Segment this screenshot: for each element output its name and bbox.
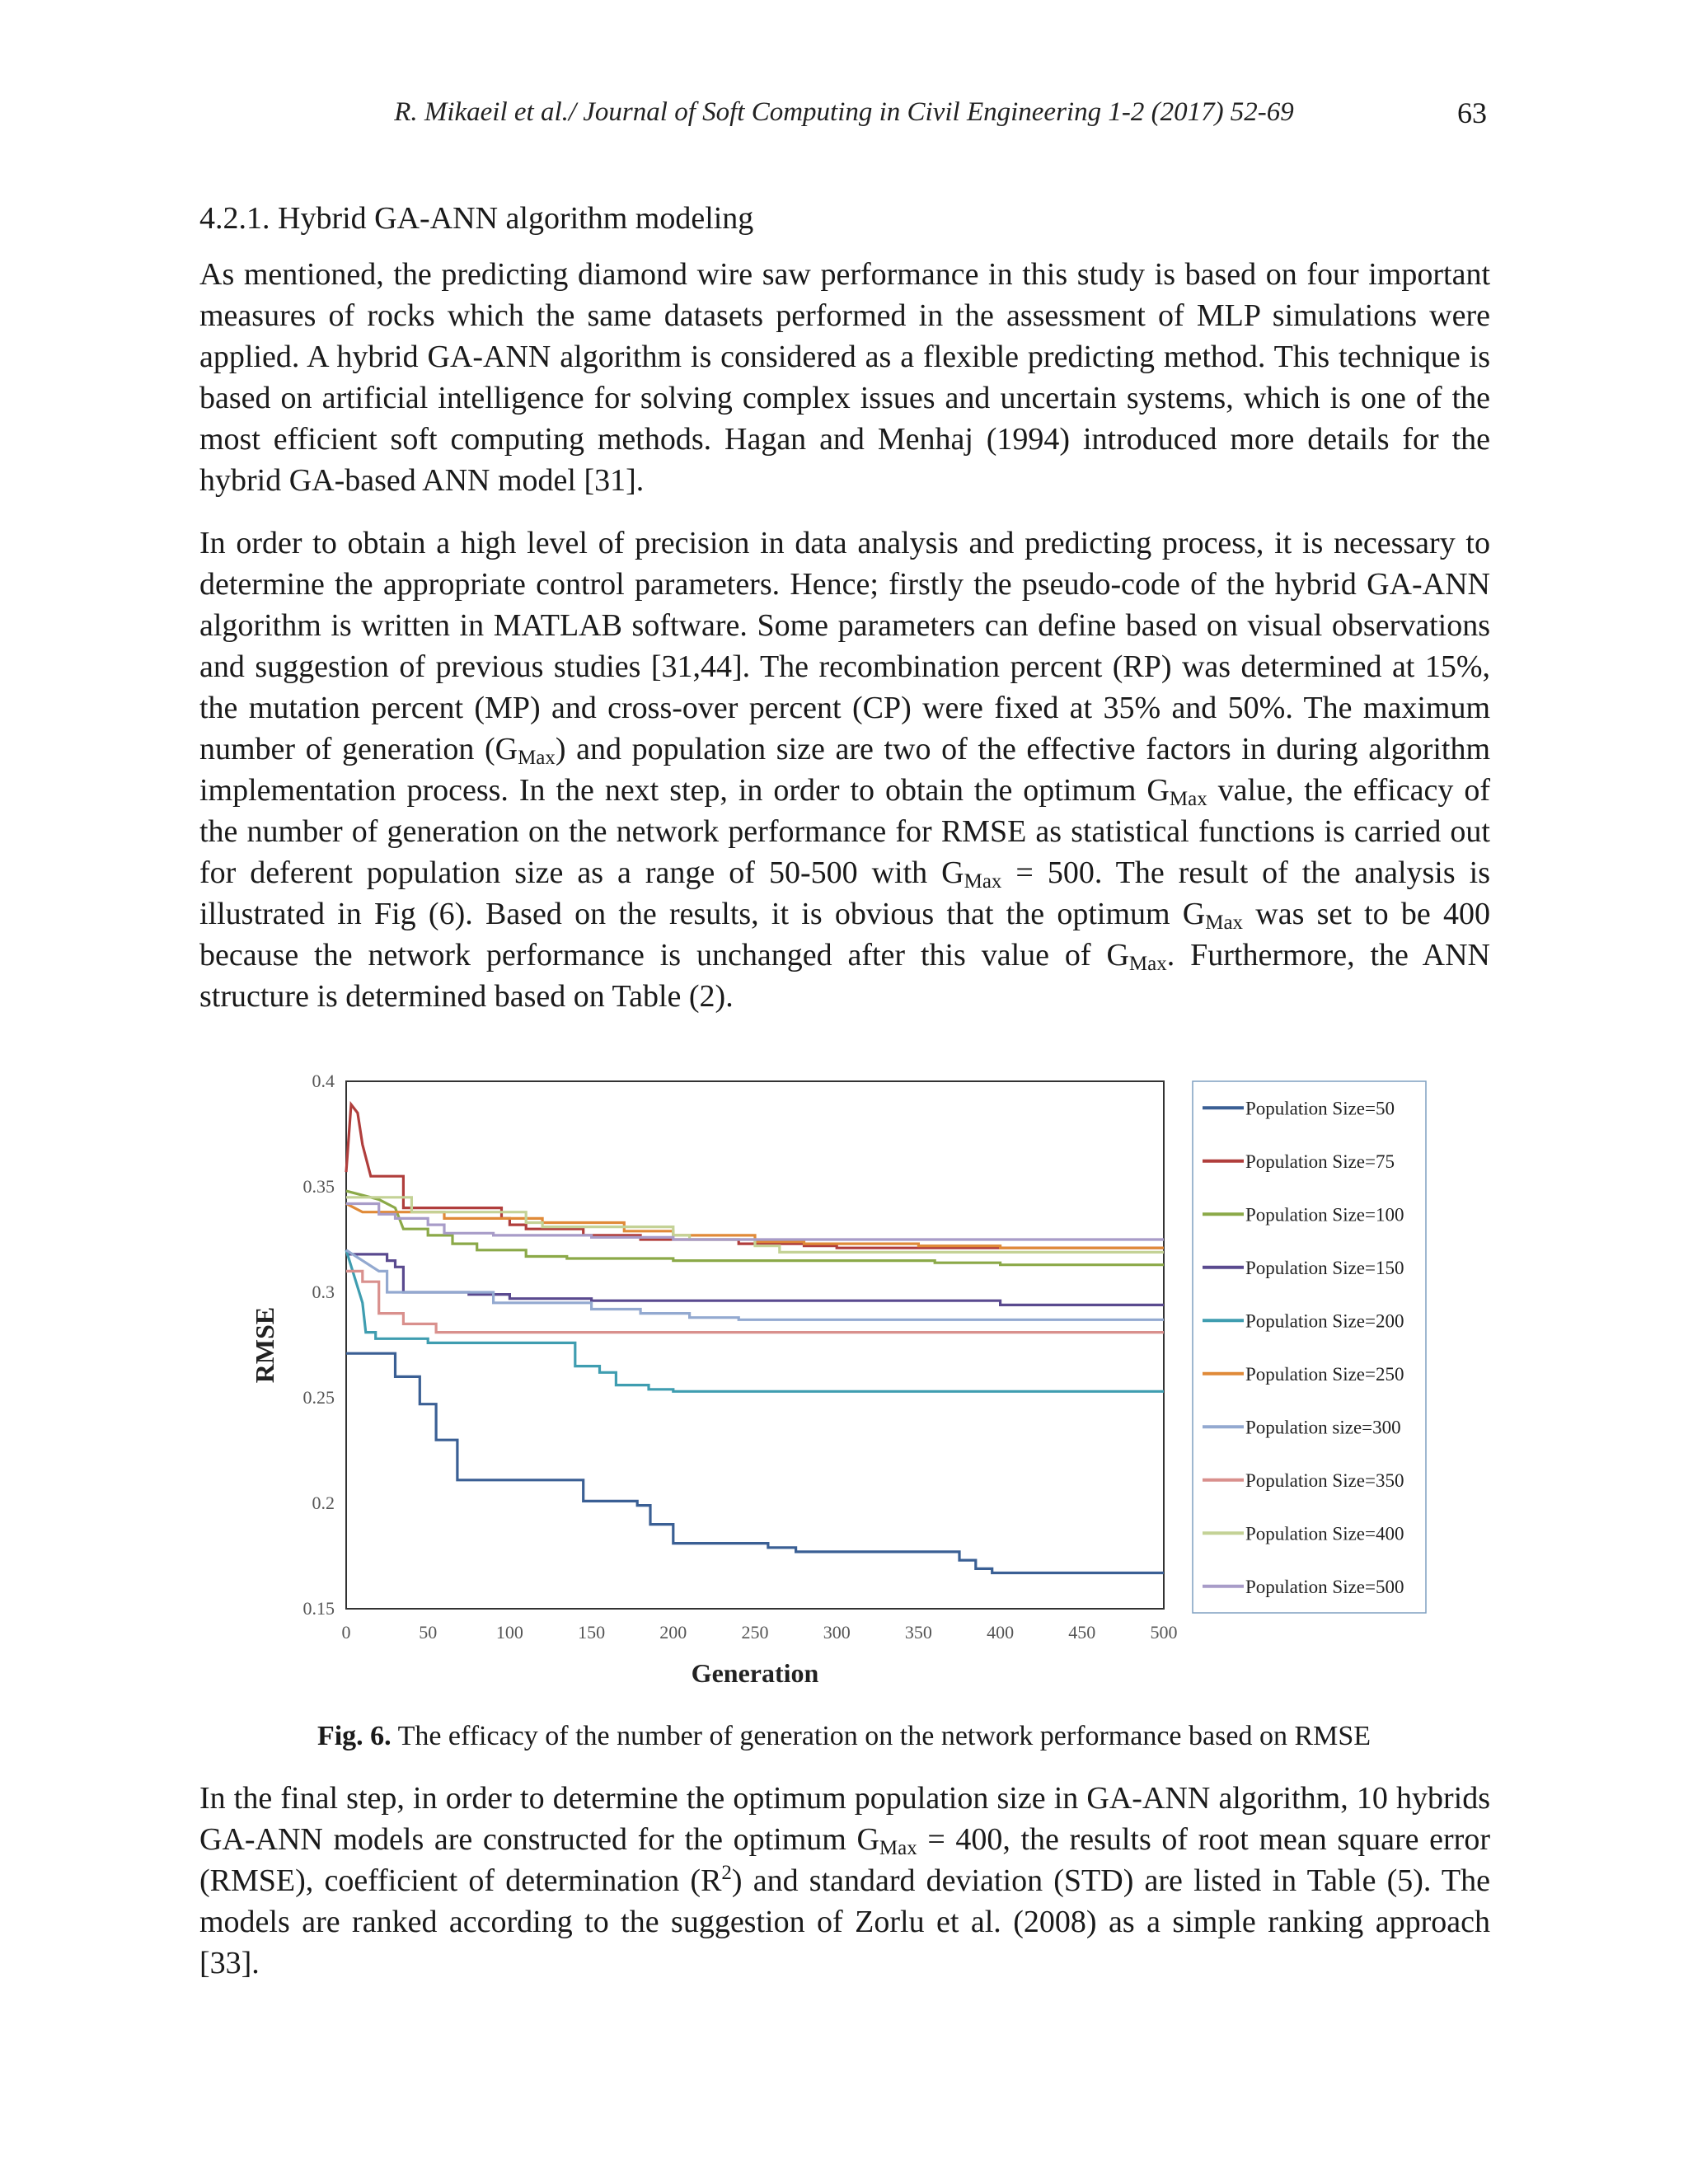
gmax-subscript: Max xyxy=(964,870,1002,893)
caption-text: The efficacy of the number of generation on the network performance based on RMSE xyxy=(391,1721,1372,1751)
x-tick-label: 0 xyxy=(341,1622,351,1643)
paragraph-2-part-3: value, the efficacy of the number of generation on the network performance for RMSE as statistical functions is carried out for deferent population size as a range of 50-500 with G xyxy=(199,773,1491,890)
page-number: 63 xyxy=(1457,96,1487,129)
legend-label: Population Size=100 xyxy=(1245,1204,1404,1226)
x-tick-label: 250 xyxy=(741,1622,769,1643)
x-tick-label: 350 xyxy=(904,1622,932,1643)
rmse-chart xyxy=(239,1059,1451,1702)
gmax-subscript: Max xyxy=(518,747,556,769)
x-tick-label: 100 xyxy=(495,1622,523,1643)
paragraph-3 xyxy=(199,1778,1490,1984)
journal-citation: R. Mikaeil et al./ Journal of Soft Computing in Civil Engineering 1-2 (2017) 52-69 xyxy=(394,97,1294,127)
paragraph-2-part-2: ) and population size are two of the effective factors in during algorithm implementation process. In the next step, in order to obtain the optimum G xyxy=(199,732,1491,808)
final-content xyxy=(199,1778,1490,2005)
y-axis-title: RMSE xyxy=(250,1306,279,1384)
x-axis-title: Generation xyxy=(691,1658,819,1688)
legend-label: Population Size=350 xyxy=(1245,1469,1404,1491)
paragraph-2-part-5: was set to be 400 because the network performance is unchanged after this value of G xyxy=(199,897,1490,972)
caption-label: Fig. 6. xyxy=(316,1721,392,1751)
paragraph-3-part-1: In the final step, in order to determine the optimum population size in GA-ANN algorithm, 10 hybrids GA-ANN models are constructed for the optimum G xyxy=(199,1781,1490,1857)
paragraph-2 xyxy=(199,523,1490,1017)
section-heading: 4.2.1. Hybrid GA-ANN algorithm modeling xyxy=(199,201,754,236)
x-tick-label: 200 xyxy=(659,1622,687,1643)
paragraph-1: As mentioned, the predicting diamond wire saw performance in this study is based on four important measures of rocks which the same datasets performed in the assessment of MLP simulations were applied. A hybrid GA-ANN algorithm is considered as a flexible predicting method. This technique is based on artificial intelligence for solving complex issues and uncertain systems, which is one of the most efficient soft computing methods. Hagan and Menhaj (1994) introduced more details for the hybrid GA-based ANN model [31]. xyxy=(199,257,1490,498)
legend-label: Population Size=200 xyxy=(1245,1310,1404,1332)
gmax-subscript: Max xyxy=(1205,912,1244,934)
r-squared-superscript: 2 xyxy=(721,1862,732,1884)
paragraph-2-part-6: . Furthermore, the ANN structure is determined based on Table (2). xyxy=(199,938,1490,1014)
paragraph-3-part-2: = 400, the results of root mean square error (RMSE), coefficient of determination (R xyxy=(199,1822,1490,1898)
legend-label: Population Size=75 xyxy=(1245,1151,1395,1172)
legend-label: Population size=300 xyxy=(1245,1417,1401,1438)
x-tick-label: 50 xyxy=(419,1622,438,1643)
y-tick-label: 0.15 xyxy=(302,1598,335,1619)
y-tick-label: 0.2 xyxy=(312,1493,335,1513)
gmax-subscript: Max xyxy=(1128,953,1167,975)
x-tick-label: 400 xyxy=(987,1622,1015,1643)
legend-label: Population Size=50 xyxy=(1245,1098,1395,1119)
legend-label: Population Size=250 xyxy=(1245,1363,1404,1385)
x-tick-label: 150 xyxy=(578,1622,606,1643)
figure-caption xyxy=(0,1721,1688,1752)
gmax-subscript: Max xyxy=(1169,788,1207,810)
y-tick-label: 0.4 xyxy=(312,1071,335,1091)
paragraph-2-part-1: In order to obtain a high level of precision in data analysis and predicting process, it is necessary to determine the appropriate control parameters. Hence; firstly the pseudo-code of the hybrid GA-ANN algorithm is written in MATLAB software. Some parameters can define based on visual observations and suggestion of previous studies [31,44]. The recombination percent (RP) was determined at 15%, the mutation percent (MP) and cross-over percent (CP) were fixed at 35% and 50%. The maximum number of generation (G xyxy=(199,526,1490,766)
figure-6 xyxy=(239,1059,1451,1702)
x-tick-label: 300 xyxy=(823,1622,851,1643)
main-content xyxy=(199,198,1490,1038)
running-header xyxy=(0,97,1688,138)
legend-label: Population Size=500 xyxy=(1245,1576,1404,1597)
legend-label: Population Size=150 xyxy=(1245,1257,1404,1278)
y-tick-label: 0.25 xyxy=(302,1387,335,1408)
x-tick-label: 450 xyxy=(1068,1622,1096,1643)
gmax-subscript: Max xyxy=(879,1837,917,1859)
legend-label: Population Size=400 xyxy=(1245,1523,1404,1544)
y-tick-label: 0.3 xyxy=(312,1282,335,1302)
paragraph-2-part-4: = 500. The result of the analysis is illustrated in Fig (6). Based on the results, it is obvious that the optimum G xyxy=(199,855,1491,931)
paragraph-3-part-3: ) and standard deviation (STD) are listed in Table (5). The models are ranked according to the suggestion of Zorlu et al. (2008) as a simple ranking approach [33]. xyxy=(199,1863,1490,1980)
x-tick-label: 500 xyxy=(1150,1622,1178,1643)
y-tick-label: 0.35 xyxy=(302,1176,335,1197)
